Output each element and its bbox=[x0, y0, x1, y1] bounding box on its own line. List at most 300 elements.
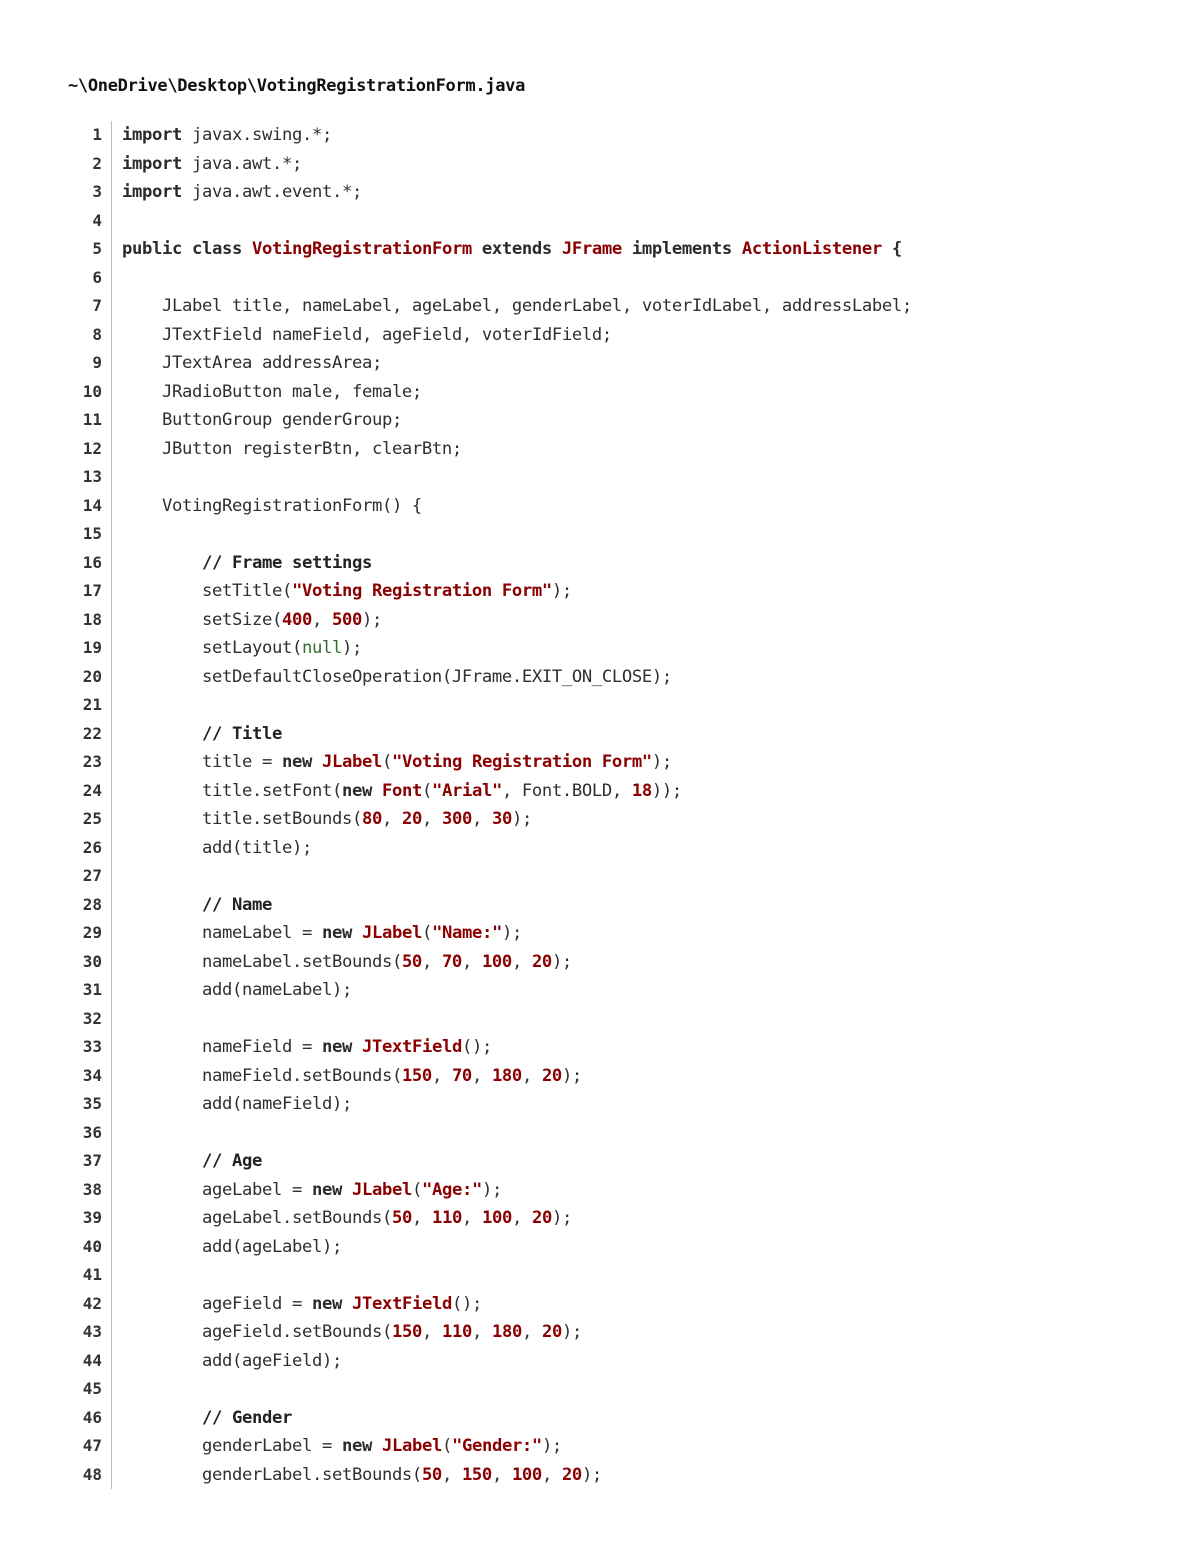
code-token: JTextField bbox=[351, 1293, 452, 1314]
line-number: 35 bbox=[82, 1094, 102, 1113]
gutter-divider bbox=[111, 577, 112, 606]
code-line bbox=[0, 1347, 1200, 1376]
code-text bbox=[122, 891, 272, 920]
code-token: , bbox=[461, 951, 482, 972]
gutter-divider bbox=[111, 891, 112, 920]
line-number: 7 bbox=[92, 296, 102, 315]
code-token: 20 bbox=[541, 1322, 562, 1342]
code-token: add(title); bbox=[122, 837, 312, 858]
code-token: 150 bbox=[391, 1322, 422, 1342]
code-text bbox=[122, 1347, 342, 1376]
line-number: 20 bbox=[82, 666, 102, 686]
code-token: // Frame settings bbox=[122, 552, 372, 573]
gutter-divider bbox=[111, 1119, 112, 1148]
code-token: 18 bbox=[631, 780, 652, 801]
code-token: , bbox=[461, 1208, 482, 1228]
code-text bbox=[122, 292, 912, 321]
code-token: (); bbox=[461, 1037, 492, 1057]
code-token: genderLabel.setBounds( bbox=[122, 1464, 422, 1485]
code-token bbox=[372, 781, 382, 801]
code-token: , bbox=[471, 1322, 492, 1342]
code-line bbox=[0, 1461, 1200, 1490]
code-token: ); bbox=[481, 1179, 502, 1200]
code-token: 30 bbox=[491, 809, 512, 829]
line-number: 1 bbox=[92, 125, 102, 144]
code-line bbox=[0, 919, 1200, 948]
code-token: 100 bbox=[481, 1208, 512, 1228]
code-line bbox=[0, 663, 1200, 692]
code-line bbox=[0, 805, 1200, 834]
code-token: , bbox=[521, 1065, 542, 1086]
code-token: JLabel bbox=[381, 1436, 442, 1456]
code-token: ); bbox=[551, 951, 572, 972]
code-token: import bbox=[122, 125, 182, 145]
code-text bbox=[122, 321, 612, 350]
code-line bbox=[0, 948, 1200, 977]
line-number: 25 bbox=[82, 809, 102, 828]
gutter-divider bbox=[111, 1461, 112, 1490]
code-token: , bbox=[511, 1208, 532, 1228]
line-number: 12 bbox=[82, 438, 102, 458]
code-token: new bbox=[321, 923, 352, 943]
line-number: 42 bbox=[82, 1293, 102, 1313]
gutter-divider bbox=[111, 463, 112, 492]
code-token: JTextField nameField, ageField, voterIdField; bbox=[122, 324, 612, 345]
code-text bbox=[122, 121, 332, 150]
code-token: , bbox=[421, 809, 442, 829]
code-token: 500 bbox=[331, 609, 362, 630]
code-token: add(ageLabel); bbox=[122, 1236, 342, 1257]
code-text bbox=[122, 1176, 502, 1205]
gutter-divider bbox=[111, 207, 112, 236]
code-token: "Age:" bbox=[421, 1179, 482, 1200]
code-token: public class bbox=[122, 239, 252, 259]
code-token: 180 bbox=[491, 1065, 522, 1086]
code-token bbox=[372, 1436, 382, 1456]
code-token: ageField = bbox=[122, 1293, 312, 1314]
code-text bbox=[122, 720, 282, 749]
code-token: JTextArea addressArea; bbox=[122, 353, 382, 373]
code-token: , bbox=[421, 951, 442, 972]
code-token: JLabel title, nameLabel, ageLabel, genderLabel, voterIdLabel, addressLabel; bbox=[122, 296, 912, 316]
code-text bbox=[122, 777, 682, 806]
code-token: new bbox=[321, 1037, 352, 1057]
code-token: // Gender bbox=[122, 1407, 292, 1428]
line-number: 2 bbox=[92, 153, 102, 173]
line-number: 47 bbox=[82, 1436, 102, 1455]
code-token: java.awt.*; bbox=[182, 153, 302, 174]
code-token: nameField = bbox=[122, 1037, 322, 1057]
gutter-divider bbox=[111, 1432, 112, 1461]
code-line bbox=[0, 492, 1200, 521]
code-text bbox=[122, 1233, 342, 1262]
line-number: 22 bbox=[82, 723, 102, 743]
line-number: 36 bbox=[82, 1122, 102, 1142]
code-token: ageLabel.setBounds( bbox=[122, 1208, 392, 1228]
code-token: ); bbox=[581, 1464, 602, 1485]
code-token: // Age bbox=[122, 1151, 262, 1171]
code-token: , bbox=[421, 1322, 442, 1342]
code-token: { bbox=[881, 239, 902, 259]
code-line bbox=[0, 549, 1200, 578]
code-token: nameLabel.setBounds( bbox=[122, 951, 402, 972]
code-text bbox=[122, 948, 572, 977]
code-line bbox=[0, 1233, 1200, 1262]
line-number: 31 bbox=[82, 980, 102, 999]
code-token: add(nameLabel); bbox=[122, 980, 352, 1000]
line-number: 37 bbox=[82, 1151, 102, 1170]
code-token: 20 bbox=[541, 1065, 562, 1086]
code-line bbox=[0, 378, 1200, 407]
code-token: JLabel bbox=[351, 1179, 412, 1200]
code-token: "Arial" bbox=[431, 780, 502, 801]
code-token: JRadioButton male, female; bbox=[122, 381, 422, 402]
code-token: ); bbox=[341, 638, 362, 658]
line-number: 5 bbox=[92, 239, 102, 258]
code-token: nameLabel = bbox=[122, 923, 322, 943]
code-token: ( bbox=[421, 923, 432, 943]
code-token: setTitle( bbox=[122, 581, 292, 601]
code-token: )); bbox=[651, 780, 682, 801]
code-text bbox=[122, 577, 572, 606]
code-token bbox=[342, 1180, 352, 1200]
code-line bbox=[0, 1176, 1200, 1205]
code-token: new bbox=[341, 780, 372, 801]
code-line bbox=[0, 1033, 1200, 1062]
code-text bbox=[122, 1033, 492, 1062]
gutter-divider bbox=[111, 919, 112, 948]
line-number: 29 bbox=[82, 923, 102, 942]
code-token: "Voting Registration Form" bbox=[391, 752, 652, 772]
code-token: ageLabel = bbox=[122, 1179, 312, 1200]
line-number: 8 bbox=[92, 324, 102, 344]
code-token: genderLabel = bbox=[122, 1436, 342, 1456]
gutter-divider bbox=[111, 121, 112, 150]
gutter-divider bbox=[111, 321, 112, 350]
line-number: 28 bbox=[82, 894, 102, 914]
code-line bbox=[0, 406, 1200, 435]
code-line bbox=[0, 321, 1200, 350]
code-token: , bbox=[521, 1322, 542, 1342]
code-line bbox=[0, 463, 1200, 492]
line-number: 16 bbox=[82, 552, 102, 572]
gutter-divider bbox=[111, 549, 112, 578]
code-token: ); bbox=[551, 581, 572, 601]
code-token: extends bbox=[471, 239, 562, 259]
code-line bbox=[0, 834, 1200, 863]
code-token: ); bbox=[541, 1436, 562, 1456]
code-token: 180 bbox=[491, 1322, 522, 1342]
code-text bbox=[122, 634, 362, 663]
code-token: ( bbox=[441, 1436, 452, 1456]
code-token: setDefaultCloseOperation(JFrame.EXIT_ON_CLOSE); bbox=[122, 666, 672, 687]
line-number: 23 bbox=[82, 752, 102, 771]
code-token: setLayout( bbox=[122, 638, 302, 658]
code-line bbox=[0, 720, 1200, 749]
code-text bbox=[122, 406, 402, 435]
gutter-divider bbox=[111, 691, 112, 720]
code-text bbox=[122, 349, 382, 378]
code-text bbox=[122, 1461, 602, 1490]
code-token: new bbox=[311, 1179, 342, 1200]
gutter-divider bbox=[111, 1375, 112, 1404]
code-text bbox=[122, 435, 462, 464]
code-listing bbox=[0, 121, 1200, 1489]
code-line bbox=[0, 1090, 1200, 1119]
gutter-divider bbox=[111, 292, 112, 321]
code-line bbox=[0, 1119, 1200, 1148]
code-token: 300 bbox=[441, 809, 472, 829]
gutter-divider bbox=[111, 1261, 112, 1290]
code-token: 20 bbox=[531, 1208, 552, 1228]
line-number: 18 bbox=[82, 609, 102, 629]
line-number: 14 bbox=[82, 495, 102, 515]
gutter-divider bbox=[111, 634, 112, 663]
code-line bbox=[0, 121, 1200, 150]
code-token: ); bbox=[561, 1065, 582, 1086]
code-token: 150 bbox=[461, 1464, 492, 1485]
line-number: 9 bbox=[92, 353, 102, 372]
gutter-divider bbox=[111, 777, 112, 806]
gutter-divider bbox=[111, 1347, 112, 1376]
gutter-divider bbox=[111, 1176, 112, 1205]
code-token: 20 bbox=[531, 951, 552, 972]
code-text bbox=[122, 1318, 582, 1347]
code-token: 400 bbox=[281, 609, 312, 630]
code-text bbox=[122, 606, 382, 635]
code-token: new bbox=[341, 1436, 372, 1456]
code-text bbox=[122, 492, 422, 521]
code-line bbox=[0, 1375, 1200, 1404]
code-text bbox=[122, 1432, 562, 1461]
gutter-divider bbox=[111, 235, 112, 264]
code-text bbox=[122, 805, 532, 834]
code-token: , bbox=[311, 609, 332, 630]
code-token: // Title bbox=[122, 723, 282, 744]
code-token: java.awt.event.*; bbox=[182, 182, 362, 202]
gutter-divider bbox=[111, 606, 112, 635]
code-line bbox=[0, 891, 1200, 920]
gutter-divider bbox=[111, 435, 112, 464]
code-token: ); bbox=[651, 752, 672, 772]
code-token: , bbox=[411, 1208, 432, 1228]
line-number: 15 bbox=[82, 524, 102, 543]
code-token: JButton registerBtn, clearBtn; bbox=[122, 438, 462, 459]
code-token: (); bbox=[451, 1293, 482, 1314]
line-number: 40 bbox=[82, 1236, 102, 1256]
code-token: add(nameField); bbox=[122, 1094, 352, 1114]
code-line bbox=[0, 1404, 1200, 1433]
code-line bbox=[0, 1147, 1200, 1176]
code-token: 150 bbox=[401, 1065, 432, 1086]
code-token: add(ageField); bbox=[122, 1350, 342, 1371]
code-token: , Font.BOLD, bbox=[501, 780, 632, 801]
code-token: ( bbox=[381, 752, 392, 772]
code-token: , bbox=[381, 809, 402, 829]
code-token: , bbox=[441, 1464, 462, 1485]
code-token: , bbox=[511, 951, 532, 972]
gutter-divider bbox=[111, 1062, 112, 1091]
code-token: 80 bbox=[361, 809, 382, 829]
code-line bbox=[0, 150, 1200, 179]
line-number: 41 bbox=[82, 1265, 102, 1284]
code-line bbox=[0, 577, 1200, 606]
code-token: // Name bbox=[122, 894, 272, 915]
code-line bbox=[0, 748, 1200, 777]
line-number: 17 bbox=[82, 581, 102, 600]
code-token: , bbox=[471, 809, 492, 829]
gutter-divider bbox=[111, 1404, 112, 1433]
code-token: ButtonGroup genderGroup; bbox=[122, 410, 402, 430]
code-token bbox=[352, 1037, 362, 1057]
code-token: ); bbox=[501, 923, 522, 943]
code-token: implements bbox=[621, 239, 742, 259]
line-number: 38 bbox=[82, 1179, 102, 1199]
code-token: javax.swing.*; bbox=[182, 125, 332, 145]
code-line bbox=[0, 1290, 1200, 1319]
gutter-divider bbox=[111, 1147, 112, 1176]
line-number: 10 bbox=[82, 381, 102, 401]
gutter-divider bbox=[111, 1318, 112, 1347]
line-number: 21 bbox=[82, 695, 102, 714]
code-token: ActionListener bbox=[741, 239, 882, 259]
code-line bbox=[0, 207, 1200, 236]
code-token: ( bbox=[421, 780, 432, 801]
code-token: 50 bbox=[421, 1464, 442, 1485]
code-token: , bbox=[491, 1464, 512, 1485]
code-text bbox=[122, 150, 302, 179]
code-token: import bbox=[122, 153, 182, 174]
code-text bbox=[122, 549, 372, 578]
line-number: 30 bbox=[82, 951, 102, 971]
code-token: , bbox=[431, 1065, 452, 1086]
gutter-divider bbox=[111, 663, 112, 692]
line-number: 4 bbox=[92, 210, 102, 230]
gutter-divider bbox=[111, 406, 112, 435]
code-token: new bbox=[281, 752, 312, 772]
gutter-divider bbox=[111, 1090, 112, 1119]
code-line bbox=[0, 634, 1200, 663]
code-line bbox=[0, 292, 1200, 321]
gutter-divider bbox=[111, 976, 112, 1005]
code-token: 50 bbox=[391, 1208, 412, 1228]
code-text bbox=[122, 1062, 582, 1091]
line-number: 6 bbox=[92, 267, 102, 287]
code-token: JLabel bbox=[321, 752, 382, 772]
code-line bbox=[0, 606, 1200, 635]
code-text bbox=[122, 976, 352, 1005]
code-token: , bbox=[471, 1065, 492, 1086]
code-token: setSize( bbox=[122, 609, 282, 630]
code-token: title = bbox=[122, 752, 282, 772]
code-token: , bbox=[541, 1464, 562, 1485]
code-text bbox=[122, 1404, 292, 1433]
code-line bbox=[0, 976, 1200, 1005]
gutter-divider bbox=[111, 264, 112, 293]
code-line bbox=[0, 1432, 1200, 1461]
code-line bbox=[0, 1318, 1200, 1347]
code-text bbox=[122, 919, 522, 948]
file-path-header: ~\OneDrive\Desktop\VotingRegistrationForm.java bbox=[68, 76, 526, 96]
code-line bbox=[0, 691, 1200, 720]
gutter-divider bbox=[111, 150, 112, 179]
code-token bbox=[352, 923, 362, 943]
code-text bbox=[122, 178, 362, 207]
code-token: 20 bbox=[561, 1464, 582, 1485]
code-token: 20 bbox=[401, 809, 422, 829]
code-token: ); bbox=[551, 1208, 572, 1228]
code-token: VotingRegistrationForm bbox=[251, 239, 472, 259]
code-token: "Gender:" bbox=[451, 1436, 542, 1456]
line-number: 45 bbox=[82, 1379, 102, 1398]
gutter-divider bbox=[111, 520, 112, 549]
code-token: 70 bbox=[441, 951, 462, 972]
line-number: 43 bbox=[82, 1322, 102, 1341]
code-token: "Voting Registration Form" bbox=[291, 581, 552, 601]
code-token: "Name:" bbox=[431, 923, 502, 943]
code-token: 110 bbox=[441, 1322, 472, 1342]
code-text bbox=[122, 748, 672, 777]
code-line bbox=[0, 777, 1200, 806]
code-token: ageField.setBounds( bbox=[122, 1322, 392, 1342]
code-token: 70 bbox=[451, 1065, 472, 1086]
code-token: JTextField bbox=[361, 1037, 462, 1057]
code-text bbox=[122, 663, 672, 692]
gutter-divider bbox=[111, 1204, 112, 1233]
gutter-divider bbox=[111, 492, 112, 521]
gutter-divider bbox=[111, 1033, 112, 1062]
code-token: nameField.setBounds( bbox=[122, 1065, 402, 1086]
code-text bbox=[122, 1290, 482, 1319]
code-token: null bbox=[301, 638, 342, 658]
code-token: new bbox=[311, 1293, 342, 1314]
code-line bbox=[0, 1261, 1200, 1290]
code-token: title.setBounds( bbox=[122, 809, 362, 829]
code-token: JLabel bbox=[361, 923, 422, 943]
gutter-divider bbox=[111, 1233, 112, 1262]
line-number: 24 bbox=[82, 780, 102, 800]
code-text bbox=[122, 834, 312, 863]
code-token bbox=[342, 1294, 352, 1314]
code-token: ); bbox=[361, 609, 382, 630]
gutter-divider bbox=[111, 378, 112, 407]
gutter-divider bbox=[111, 948, 112, 977]
line-number: 11 bbox=[82, 410, 102, 429]
code-text bbox=[122, 1147, 262, 1176]
gutter-divider bbox=[111, 178, 112, 207]
line-number: 48 bbox=[82, 1464, 102, 1484]
line-number: 33 bbox=[82, 1037, 102, 1056]
gutter-divider bbox=[111, 862, 112, 891]
line-number: 13 bbox=[82, 467, 102, 486]
code-token: 100 bbox=[481, 951, 512, 972]
code-token: VotingRegistrationForm() { bbox=[122, 495, 422, 516]
code-line bbox=[0, 862, 1200, 891]
code-line bbox=[0, 264, 1200, 293]
gutter-divider bbox=[111, 349, 112, 378]
gutter-divider bbox=[111, 748, 112, 777]
line-number: 27 bbox=[82, 866, 102, 885]
code-token: 110 bbox=[431, 1208, 462, 1228]
gutter-divider bbox=[111, 1005, 112, 1034]
code-token: JFrame bbox=[561, 239, 622, 259]
code-line bbox=[0, 1062, 1200, 1091]
code-text bbox=[122, 1204, 572, 1233]
code-line bbox=[0, 1204, 1200, 1233]
gutter-divider bbox=[111, 834, 112, 863]
code-text bbox=[122, 378, 422, 407]
line-number: 32 bbox=[82, 1008, 102, 1028]
